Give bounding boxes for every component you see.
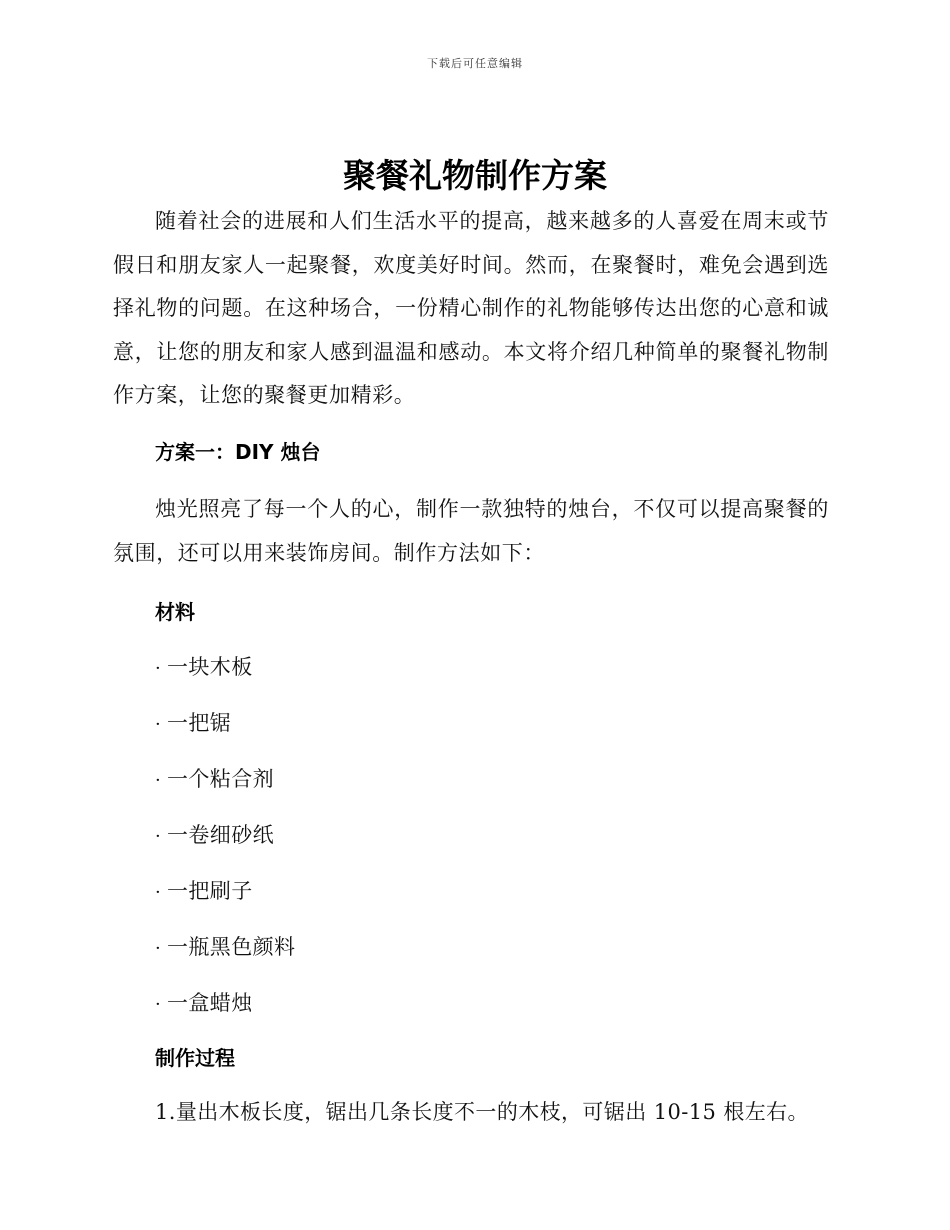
document-title: 聚餐礼物制作方案 — [343, 156, 607, 195]
list-item — [155, 763, 829, 797]
intro-paragraph: 随着社会的进展和人们生活水平的提高，越来越多的人喜爱在周末或节假日和朋友家人一起聚餐，欢度美好时间。然而，在聚餐时，难免会遇到选择礼物的问题。在这种场合，一份精心制作的礼物能够传达出您的心意和诚意，让您的朋友和家人感到温温和感动。本文将介绍几种简单的聚餐礼物制作方案，让您的聚餐更加精彩。 — [113, 209, 829, 408]
material-item-label: 一卷细砂纸 — [167, 823, 274, 848]
list-item — [155, 931, 829, 965]
list-item — [155, 651, 829, 685]
list-item — [155, 707, 829, 741]
bullet-icon: · — [155, 938, 162, 960]
materials-list — [113, 651, 829, 1021]
bullet-icon: · — [155, 826, 162, 848]
bullet-icon: · — [155, 658, 162, 680]
material-item-label: 一个粘合剂 — [167, 767, 274, 792]
bullet-icon: · — [155, 882, 162, 904]
material-item-label: 一把刷子 — [167, 879, 253, 904]
header-note: 下载后可任意编辑 — [427, 57, 523, 70]
material-item-label: 一瓶黑色颜料 — [167, 935, 296, 960]
bullet-icon: · — [155, 770, 162, 792]
list-item — [155, 819, 829, 853]
material-item-label: 一块木板 — [167, 655, 253, 680]
process-step: 1.量出木板长度，锯出几条长度不一的木枝，可锯出 10-15 根左右。 — [155, 1100, 809, 1125]
bullet-icon: · — [155, 714, 162, 736]
process-heading: 制作过程 — [155, 1046, 235, 1071]
plan-one-description: 烛光照亮了每一个人的心，制作一款独特的烛台，不仅可以提高聚餐的氛围，还可以用来装饰房间。制作方法如下： — [113, 496, 829, 565]
bullet-icon: · — [155, 994, 162, 1016]
plan-one-heading: 方案一：DIY 烛台 — [155, 439, 321, 464]
material-item-label: 一把锯 — [167, 711, 232, 736]
material-item-label: 一盒蜡烛 — [167, 991, 253, 1016]
list-item — [155, 875, 829, 909]
list-item — [155, 987, 829, 1021]
document-body — [113, 200, 829, 1129]
materials-heading: 材料 — [155, 600, 195, 625]
